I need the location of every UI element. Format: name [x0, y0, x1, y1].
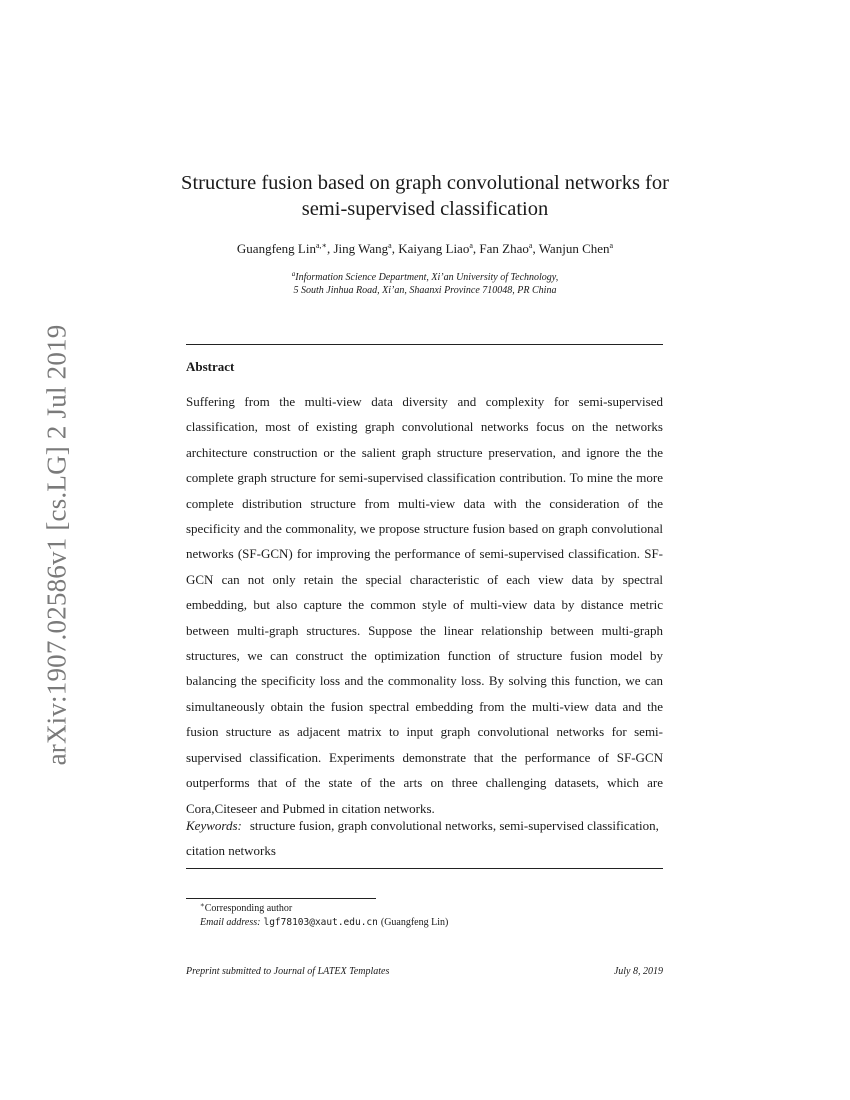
corresponding-author-label: Corresponding author: [204, 903, 293, 914]
title-line-2: semi-supervised classification: [301, 198, 549, 220]
author: [237, 241, 334, 256]
author-name: Guangfeng Lin: [236, 241, 316, 256]
title-line-1: Structure fusion based on graph convolutional networks for: [181, 172, 669, 194]
author-name: Fan Zhao: [479, 241, 529, 256]
preprint-note: Preprint submitted to Journal of LATEX Templates: [186, 966, 390, 977]
email-label: Email address:: [200, 917, 261, 928]
affiliation-mark: a: [291, 270, 296, 278]
author-separator: ,: [391, 241, 399, 256]
author-separator: ,: [472, 241, 480, 256]
keywords-label: Keywords:: [186, 818, 242, 833]
author-affiliation-mark: a: [528, 241, 533, 250]
abstract-heading: Abstract: [186, 359, 235, 374]
keywords: [186, 813, 663, 863]
author-affiliation-mark: a,∗: [315, 241, 327, 250]
footnote-rule: [186, 898, 376, 899]
author-affiliation-mark: a: [609, 241, 614, 250]
footnote-corresponding: [200, 902, 448, 916]
author: [539, 241, 613, 256]
author-affiliation-mark: a: [469, 241, 473, 250]
author-name: Wanjun Chen: [538, 241, 610, 256]
author-name: Kaiyang Liao: [398, 241, 470, 256]
abstract-bottom-rule: [186, 868, 663, 869]
affiliation-line-2: 5 South Jinhua Road, Xi’an, Shaanxi Province 710048, PR China: [293, 285, 557, 296]
author-separator: ,: [326, 241, 334, 256]
email-address: lgf78103@xaut.edu.cn: [263, 917, 378, 928]
author-list: [150, 240, 700, 258]
preprint-date: July 8, 2019: [613, 966, 663, 977]
abstract-top-rule: [186, 344, 663, 345]
author: [479, 241, 538, 256]
footnote-mark: ∗: [200, 901, 205, 909]
paper-title: [150, 170, 700, 222]
email-owner: (Guangfeng Lin): [380, 917, 449, 928]
author: [398, 241, 479, 256]
author: [333, 241, 398, 256]
author-affiliation-mark: a: [388, 241, 392, 250]
author-name: Jing Wang: [333, 241, 389, 256]
affiliation-line-1: [150, 271, 700, 284]
abstract-text: Suffering from the multi-view data diversity and complexity for semi-supervised classification, most of existing graph convolutional networks focus on the networks architecture construction or the salient graph structure preservation, and ignore the the complete graph structure for semi-supervised classification contribution. To mine the more complete distribution structure from multi-view data with the consideration of the specificity and the commonality, we propose structure fusion based on graph convolutional networks (SF-GCN) for improving the performance of semi-supervised classification. SF-GCN can not only retain the special characteristic of each view data by spectral embedding, but also capture the common style of multi-view data by distance metric between multi-graph structures. Suppose the linear relationship between multi-graph structures, we can construct the optimization function of structure fusion model by balancing the specificity loss and the commonality loss. By solving this function, we can simultaneously obtain the fusion spectral embedding from the multi-view data and the fusion structure as adjacent matrix to input graph convolutional networks for semi-supervised classification. Experiments demonstrate that the performance of SF-GCN outperforms that of the state of the arts on three challenging datasets, which are Cora,Citeseer and Pubmed in citation networks.: [186, 394, 663, 816]
footnote-email: [200, 916, 448, 930]
author-separator: ,: [532, 241, 539, 256]
affiliation-department: Information Science Department, Xi’an University of Technology,: [295, 272, 559, 283]
footnote: [200, 902, 448, 930]
arxiv-identifier-stamp: arXiv:1907.02586v1 [cs.LG] 2 Jul 2019: [41, 324, 72, 766]
affiliation: [150, 271, 700, 297]
keywords-text: structure fusion, graph convolutional networks, semi-supervised classification, citation networks: [186, 818, 659, 858]
